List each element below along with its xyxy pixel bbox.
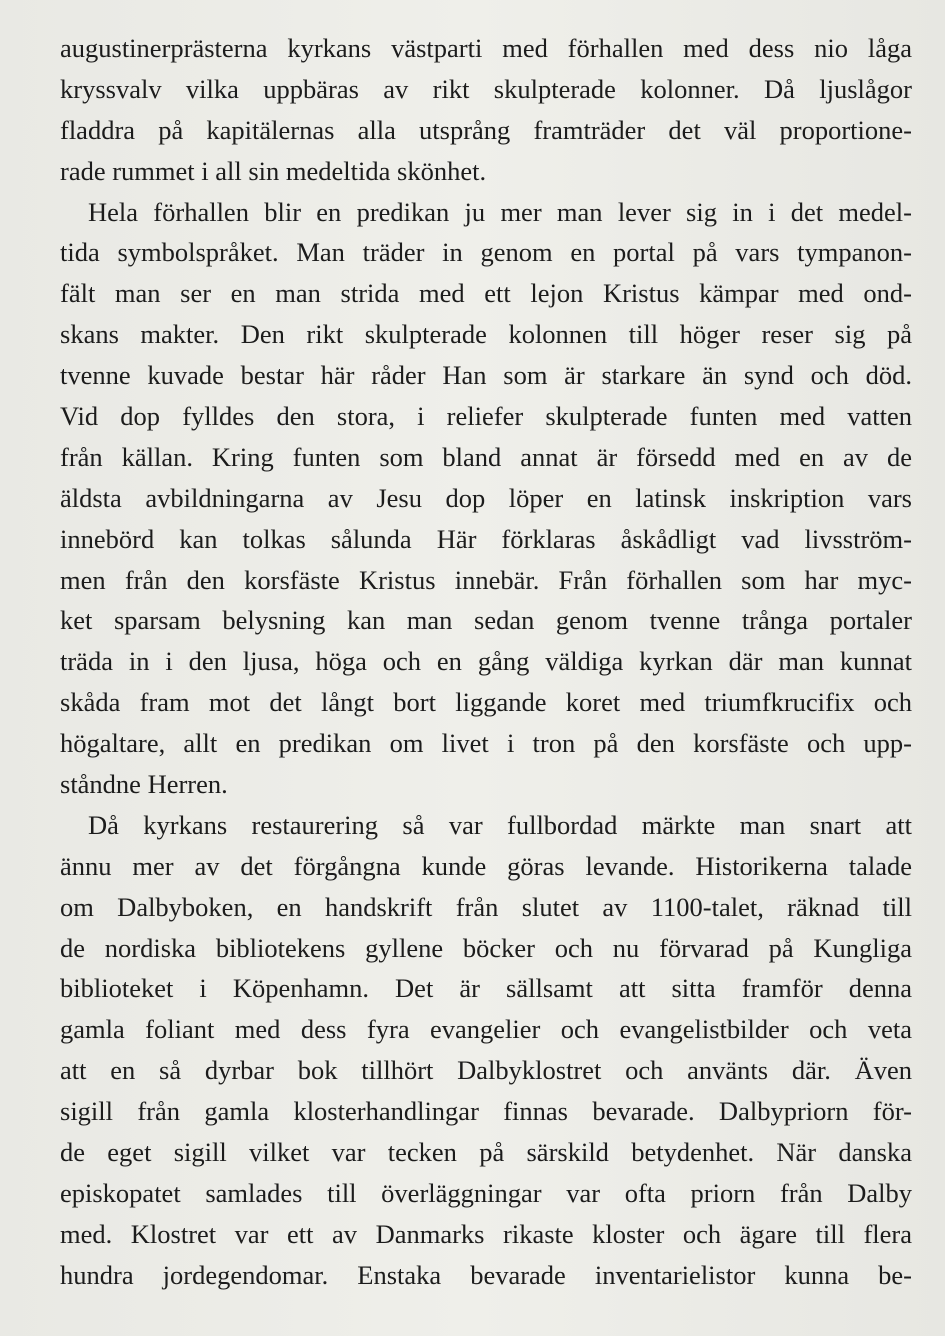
text-line: tida symbolspråket. Man träder in genom en portal på vars tympanon- <box>60 237 912 268</box>
text-line: augustinerprästerna kyrkans västparti med förhallen med dess nio låga <box>60 33 912 63</box>
text-line: biblioteket i Köpenhamn. Det är sällsamt att sitta framför denna <box>60 973 912 1004</box>
text-line: högaltare, allt en predikan om livet i tron på den korsfäste och upp- <box>60 728 912 759</box>
text-line: kryssvalv vilka uppbäras av rikt skulpterade kolonner. Då ljuslågor <box>60 73 912 104</box>
text-line: om Dalbyboken, en handskrift från slutet av 1100-talet, räknad till <box>60 891 912 922</box>
text-line: de eget sigill vilket var tecken på särskild betydenhet. När danska <box>60 1137 912 1168</box>
text-line: från källan. Kring funten som bland annat är försedd med en av de <box>60 441 912 472</box>
text-line: skåda fram mot det långt bort liggande koret med triumfkrucifix och <box>60 687 912 718</box>
text-line: tvenne kuvade bestar här råder Han som är starkare än synd och död. <box>60 360 912 391</box>
text-line: ket sparsam belysning kan man sedan genom tvenne trånga portaler <box>60 605 912 636</box>
text-line: att en så dyrbar bok tillhört Dalbyklostret och använts där. Även <box>60 1055 912 1086</box>
text-line: med. Klostret var ett av Danmarks rikaste kloster och ägare till flera <box>60 1218 912 1249</box>
text-line: gamla foliant med dess fyra evangelier och evangelistbilder och veta <box>60 1014 912 1045</box>
text-line: episkopatet samlades till överläggningar var ofta priorn från Dalby <box>60 1177 912 1208</box>
text-line: rade rummet i all sin medeltida skönhet. <box>60 155 487 186</box>
text-line: sigill från gamla klosterhandlingar finnas bevarade. Dalbypriorn för- <box>60 1096 912 1127</box>
text-line: fält man ser en man strida med ett lejon Kristus kämpar med ond- <box>60 278 912 309</box>
text-line: men från den korsfäste Kristus innebär. Från förhallen som har myc- <box>60 564 912 595</box>
text-line: ståndne Herren. <box>60 769 228 800</box>
text-line: de nordiska bibliotekens gyllene böcker och nu förvarad på Kungliga <box>60 932 912 963</box>
text-line: hundra jordegendomar. Enstaka bevarade inventarielistor kunna be- <box>60 1259 912 1290</box>
text-line: ännu mer av det förgångna kunde göras levande. Historikerna talade <box>60 850 912 881</box>
text-line: fladdra på kapitälernas alla utsprång framträder det väl proportione- <box>60 114 912 145</box>
body-text <box>60 28 912 1296</box>
text-line: äldsta avbildningarna av Jesu dop löper en latinsk inskription vars <box>60 482 912 513</box>
text-line: Då kyrkans restaurering så var fullbordad märkte man snart att <box>88 809 912 840</box>
text-line: Vid dop fylldes den stora, i reliefer skulpterade funten med vatten <box>60 401 912 432</box>
text-line: skans makter. Den rikt skulpterade kolonnen till höger reser sig på <box>60 319 912 350</box>
text-line: innebörd kan tolkas sålunda Här förklaras åskådligt vad livsström- <box>60 523 912 554</box>
text-line: Hela förhallen blir en predikan ju mer man lever sig in i det medel- <box>88 196 912 227</box>
text-line: träda in i den ljusa, höga och en gång väldiga kyrkan där man kunnat <box>60 646 912 677</box>
